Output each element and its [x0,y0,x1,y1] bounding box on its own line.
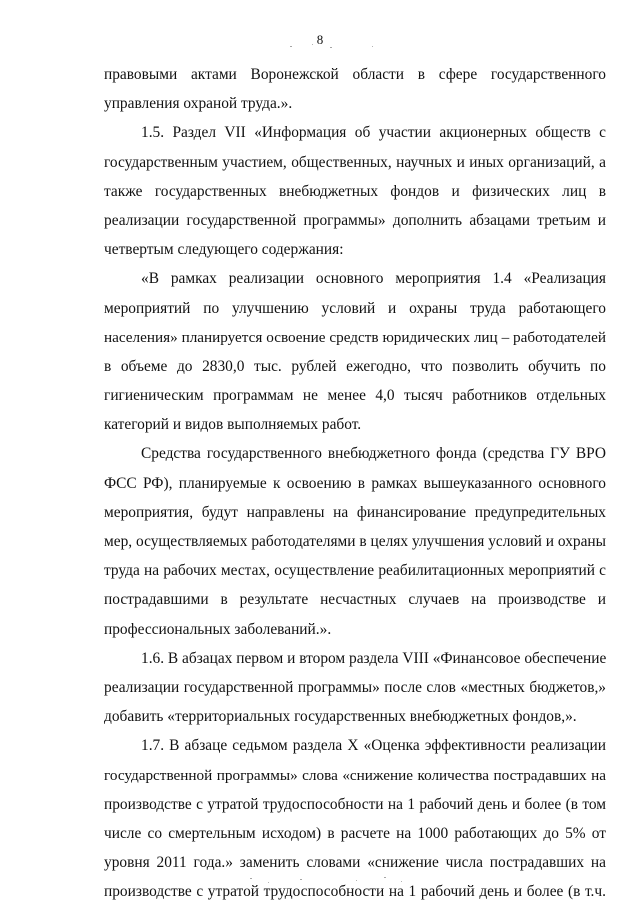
scan-speck [290,46,292,47]
text-line: реализации государственной программы» после слов «местных бюджетов,» [104,678,606,696]
text-line: профессиональных заболеваний.». [104,620,332,638]
text-line: добавить «территориальных государственных внебюджетных фондов,». [104,708,577,726]
text-line: категорий и видов выполняемых работ. [104,416,362,434]
text-line: числе со смертельным исходом) в расчете на 1000 работающих до 5% от [104,824,606,842]
scan-speck [312,44,313,45]
text-line: 1.5. Раздел VII «Информация об участии акционерных обществ с [141,124,606,142]
text-line: мероприятий по улучшению условий и охраны труда работающего [104,299,606,317]
text-line: производстве с утратой трудоспособности на 1 рабочий день и более (в т.ч. [104,883,606,901]
text-line: производстве с утратой трудоспособности на 1 рабочий день и более (в том [104,795,606,813]
scan-speck [372,46,373,47]
text-line: четвертым следующего содержания: [104,241,344,259]
page-number: 8 [316,32,324,47]
text-line: населения» планируется освоение средств юридических лиц – работодателей [104,328,606,346]
text-line: пострадавшими в результате несчастных случаев на производстве и [104,591,606,609]
text-line: 1.6. В абзацах первом и втором раздела VIII «Финансовое обеспечение [141,649,607,667]
text-line: мероприятия, будут направлены на финансирование предупредительных [104,503,606,521]
text-line: правовыми актами Воронежской области в сфере государственного [104,66,606,83]
text-line: реализации государственной программы» дополнить абзацами третьим и [104,211,606,229]
text-line: гигиеническим программам не менее 4,0 тысяч работников отдельных [104,387,606,405]
text-line: «В рамках реализации основного мероприятия 1.4 «Реализация [141,270,606,288]
text-line: государственной программы» слова «снижение количества пострадавших на [104,766,606,784]
scan-speck [330,47,332,48]
text-line: также государственных внебюджетных фондов и физических лиц в [104,182,606,200]
text-line: в объеме до 2830,0 тыс. рублей ежегодно, что позволить обучить по [104,357,606,375]
document-body [104,60,606,906]
text-line: труда на рабочих местах, осуществление реабилитационных мероприятий с [104,562,606,580]
text-line: Средства государственного внебюджетного фонда (средства ГУ ВРО [141,445,606,463]
text-line: уровня 2011 года.» заменить словами «снижение числа пострадавших на [104,854,606,872]
text-line: мер, осуществляемых работодателями в целях улучшения условий и охраны [104,533,606,550]
text-line: управления охраной труда.». [104,95,293,113]
text-line: ФСС РФ), планируемые к освоению в рамках вышеуказанного основного [104,474,606,492]
text-line: государственным участием, общественных, научных и иных организаций, а [104,153,606,171]
text-line: 1.7. В абзаце седьмом раздела Х «Оценка эффективности реализации [141,737,606,755]
